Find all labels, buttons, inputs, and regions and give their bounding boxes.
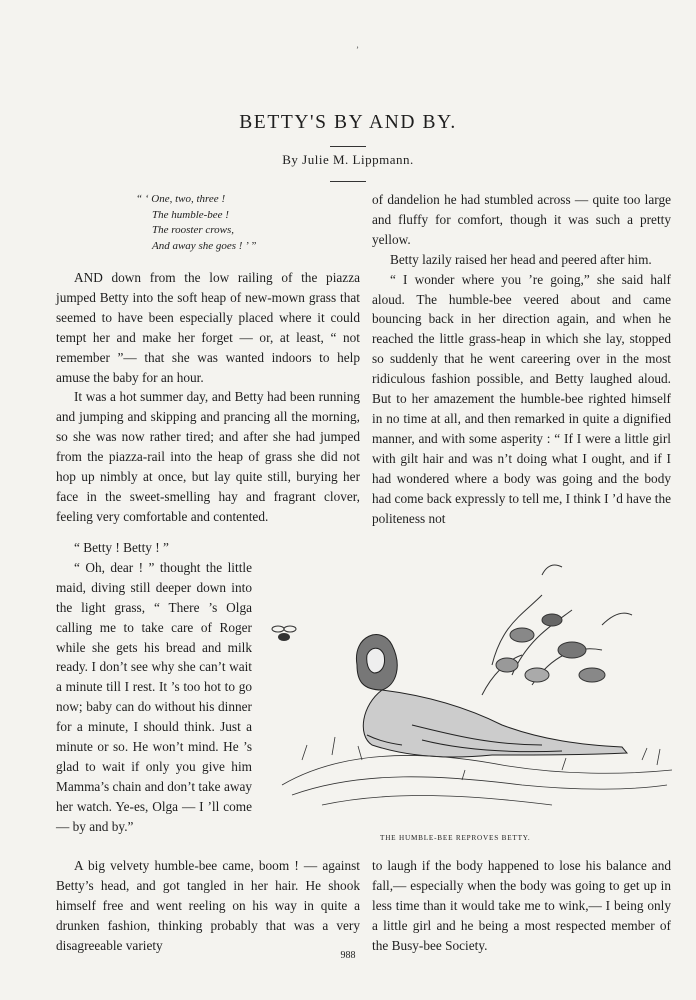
page-number: 988 [340,950,356,961]
paragraph: Betty lazily raised her head and peered after him. [390,251,652,267]
humble-bee-icon [272,626,296,641]
byline-rule [330,181,366,182]
paragraph: “ Oh, dear ! ” thought the little maid, diving still deeper down into the light grass, “ There ’s Olga calling me to take care of Roger while she gets his bread and milk ready. I don’t see why she can’t wait a minute till I rest. It ’s too hot to go now; baby can do without his dinner for a minute, I should think. Just a minute or so. He won’t mind. He ’s glad to wait if only you give him Mamma’s chain and don’t take away her watch. Ye-es, Olga — I ’ll come — by and by.” [56,559,252,834]
left-column-bottom [56,856,360,956]
byline: By Julie M. Lippmann. [282,152,414,167]
ink-mark: ’ [356,45,359,55]
paragraph: “ Betty ! Betty ! ” [74,540,169,555]
epigraph-poem [136,192,356,254]
left-column-top [56,268,360,527]
poem-line: “ ‘ One, two, three ! [136,193,226,205]
paragraph: It was a hot summer day, and Betty had been running and jumping and skipping and prancing all the morning, so she was now rather tired; and after she had jumped from the piazza-rail into the heap of grass she did not hop up nimbly at once, but lay quite still, burying her face in the sweet-smelling hay and fragrant clover, feeling very comfortable and contented. [56,389,360,524]
story-title: BETTY'S BY AND BY. [239,112,457,133]
paragraph: AND down from the low railing of the piazza jumped Betty into the soft heap of new-mown grass that seemed to have been especially placed where it could tempt her and make her forget — or, at least, “ not remember ”— that she was wanted indoors to help amuse the baby for an hour. [56,270,360,385]
foliage-bush [482,565,632,695]
paragraph: A big velvety humble-bee came, boom ! — against Betty’s head, and got tangled in her hair. He shook himself free and went reeling on his way in quite a drunken fashion, thinking probably that was a very disagreeable variety [56,858,360,953]
illustration-girl-in-grass [262,555,682,835]
paragraph: “ I wonder where you ’re going,” she said half aloud. The humble-bee veered about and came bouncing back in her direction again, and when he reached the little grass-heap in which she lay, stopped so suddenly that he went careering over in the most ridiculous fashion possible, and Betty laughed aloud. But to her amazement the humble-bee righted himself in no time at all, and then remarked in quite a dignified manner, and with some asperity : “ If I were a little girl with gilt hair and was n’t doing what I ought, and if I had wondered where a body was going and the body had come back expressly to tell me, I think I ’d have the politeness not [372,271,671,526]
poem-line: And away she goes ! ’ ” [152,239,257,252]
title-rule [330,146,366,147]
illustration-caption: THE HUMBLE-BEE REPROVES BETTY. [380,834,531,842]
poem-line: The humble-bee ! [152,208,229,221]
paragraph: to laugh if the body happened to lose his balance and fall,— especially when the body was going to get up in less time than it would take me to wink,— I being only a little girl and he being a most respected member of the Busy-bee Society. [372,858,671,953]
right-column-top [372,190,671,528]
paragraph: of dandelion he had stumbled across — quite too large and fluffy for comfort, though it was such a pretty yellow. [372,192,671,247]
girl-figure [356,635,627,757]
right-column-bottom [372,856,671,956]
poem-line: The rooster crows, [152,224,234,237]
left-column-narrow [56,538,252,837]
